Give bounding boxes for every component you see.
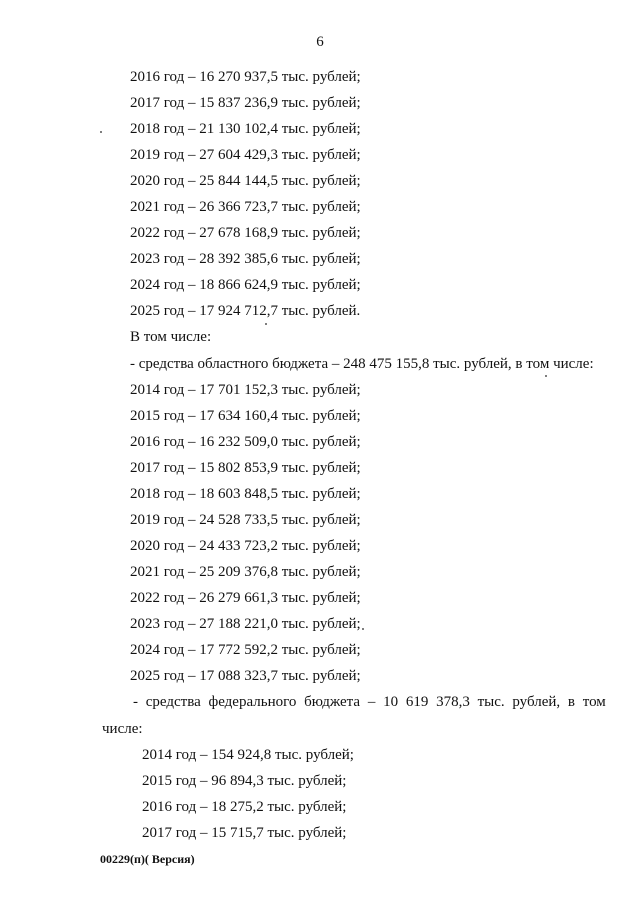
page-number: 6 <box>316 34 324 50</box>
year-line: 2022 год – 26 279 661,3 тыс. рублей; <box>130 590 361 606</box>
year-line: 2015 год – 96 894,3 тыс. рублей; <box>142 773 347 789</box>
year-line: 2017 год – 15 715,7 тыс. рублей; <box>142 825 347 841</box>
year-line: 2023 год – 27 188 221,0 тыс. рублей; <box>130 616 361 632</box>
year-line: 2018 год – 21 130 102,4 тыс. рублей; <box>130 121 361 137</box>
scan-speck <box>100 131 102 133</box>
scan-speck <box>545 375 547 377</box>
year-line: 2025 год – 17 924 712,7 тыс. рублей. <box>130 303 361 319</box>
year-line: 2022 год – 27 678 168,9 тыс. рублей; <box>130 225 361 241</box>
regional-budget-line: - средства областного бюджета – 248 475 155,8 тыс. рублей, в том числе: <box>130 356 594 372</box>
year-line: 2014 год – 154 924,8 тыс. рублей; <box>142 747 354 763</box>
scan-speck <box>362 628 364 630</box>
year-line: 2018 год – 18 603 848,5 тыс. рублей; <box>130 486 361 502</box>
year-line: 2023 год – 28 392 385,6 тыс. рублей; <box>130 251 361 267</box>
year-line: 2017 год – 15 802 853,9 тыс. рублей; <box>130 460 361 476</box>
year-line: 2024 год – 18 866 624,9 тыс. рублей; <box>130 277 361 293</box>
year-line: 2016 год – 18 275,2 тыс. рублей; <box>142 799 347 815</box>
year-line: 2019 год – 24 528 733,5 тыс. рублей; <box>130 512 361 528</box>
federal-budget-line: - средства федерального бюджета – 10 619 378,3 тыс. рублей, в том <box>133 694 606 710</box>
scan-speck <box>265 323 267 325</box>
year-line: 2024 год – 17 772 592,2 тыс. рублей; <box>130 642 361 658</box>
year-line: 2020 год – 25 844 144,5 тыс. рублей; <box>130 173 361 189</box>
year-line: 2025 год – 17 088 323,7 тыс. рублей; <box>130 668 361 684</box>
document-code-footer: 00229(п)( Версия) <box>100 852 195 866</box>
year-line: 2019 год – 27 604 429,3 тыс. рублей; <box>130 147 361 163</box>
federal-budget-continuation: числе: <box>102 721 143 737</box>
in-total-heading: В том числе: <box>130 329 212 345</box>
year-line: 2014 год – 17 701 152,3 тыс. рублей; <box>130 382 361 398</box>
year-line: 2020 год – 24 433 723,2 тыс. рублей; <box>130 538 361 554</box>
year-line: 2015 год – 17 634 160,4 тыс. рублей; <box>130 408 361 424</box>
year-line: 2016 год – 16 270 937,5 тыс. рублей; <box>130 69 361 85</box>
year-line: 2021 год – 25 209 376,8 тыс. рублей; <box>130 564 361 580</box>
year-line: 2021 год – 26 366 723,7 тыс. рублей; <box>130 199 361 215</box>
year-line: 2017 год – 15 837 236,9 тыс. рублей; <box>130 95 361 111</box>
year-line: 2016 год – 16 232 509,0 тыс. рублей; <box>130 434 361 450</box>
